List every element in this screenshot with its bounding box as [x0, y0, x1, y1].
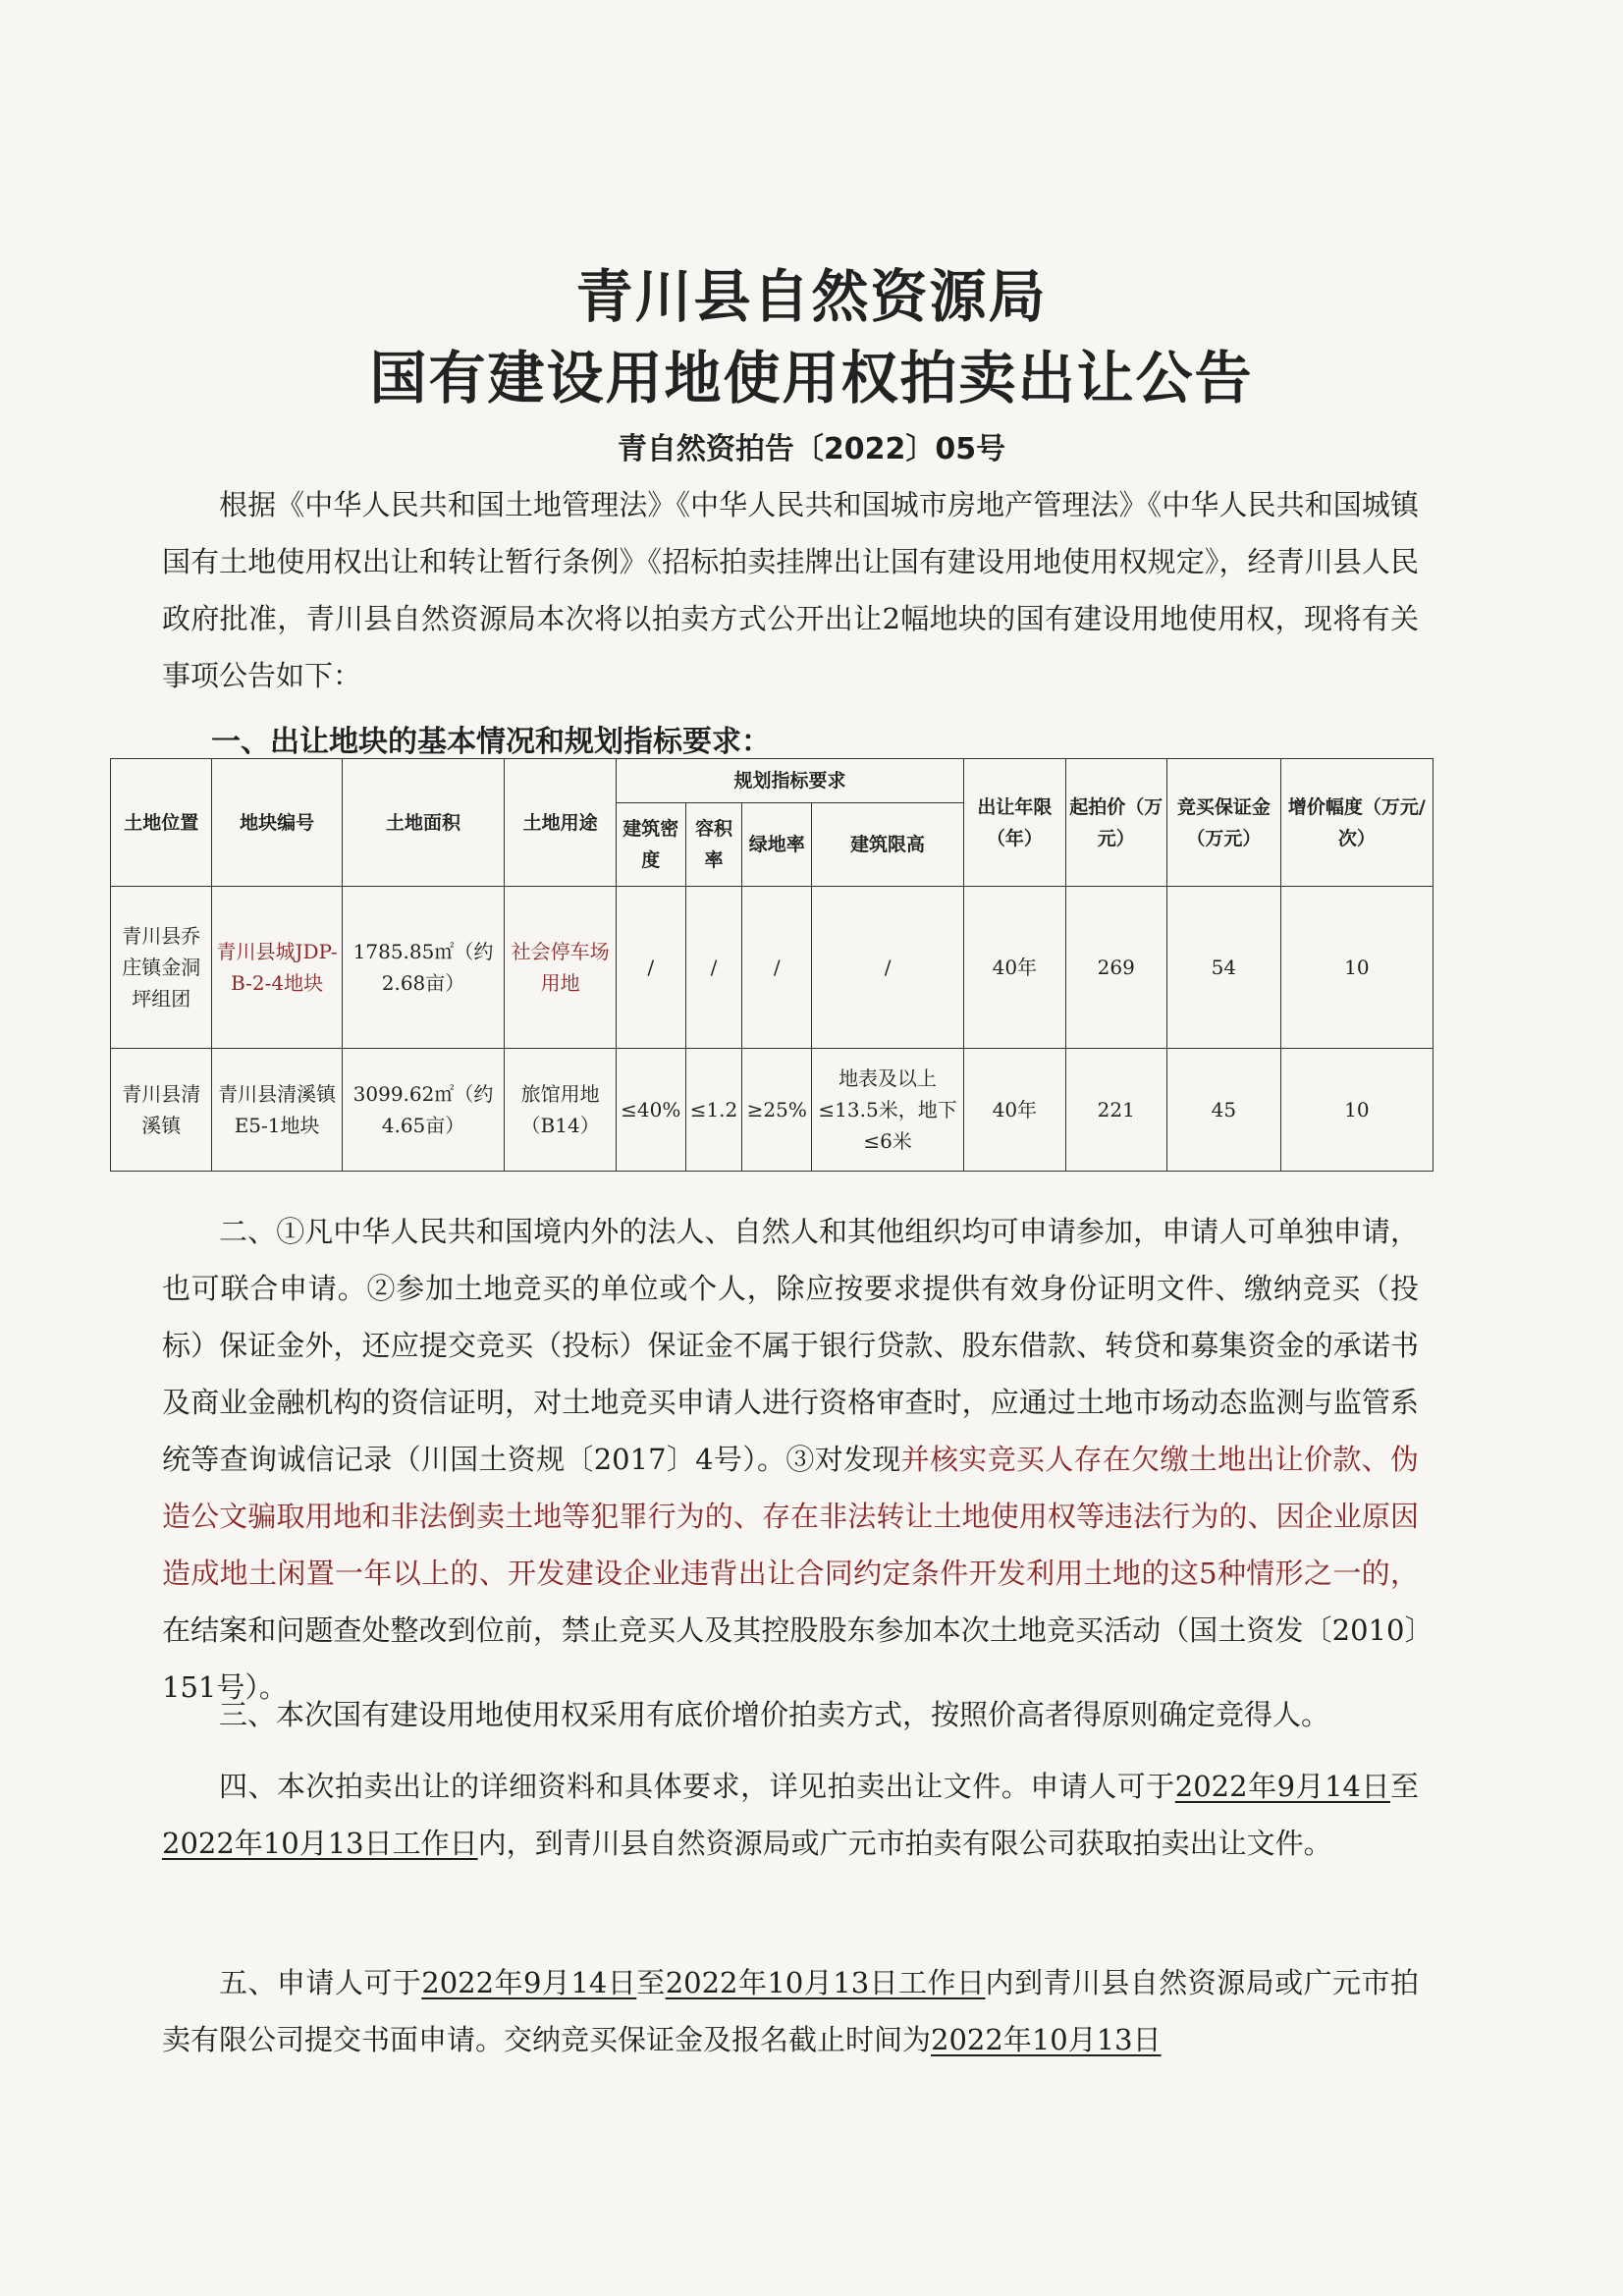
- cell-plot-no: 青川县清溪镇E5-1地块: [212, 1049, 342, 1172]
- cell-increment: 10: [1280, 1049, 1433, 1172]
- cell-green: ≥25%: [742, 1049, 812, 1172]
- cell-green: /: [742, 887, 812, 1049]
- cell-location: 青川县清溪镇: [111, 1049, 212, 1172]
- cell-area: 1785.85㎡（约2.68亩）: [342, 887, 504, 1049]
- section5-text-c: 内到青川县自然资源局或广元市拍卖有限公司提交书面申请。交纳竞买保证金及报名截止时间为: [162, 1966, 1419, 2056]
- header-deposit: 竞买保证金（万元）: [1166, 759, 1280, 887]
- cell-deposit: 45: [1166, 1049, 1280, 1172]
- section5-text-a: 五、申请人可于: [219, 1966, 422, 1999]
- cell-increment: 10: [1280, 887, 1433, 1049]
- section5-text-b: 至: [636, 1966, 666, 1999]
- section4-date-end: 2022年10月13日工作日: [162, 1827, 478, 1860]
- header-location: 土地位置: [111, 759, 212, 887]
- cell-start-price: 269: [1065, 887, 1166, 1049]
- section4-text-b: 至: [1389, 1770, 1419, 1803]
- header-term: 出让年限（年）: [964, 759, 1065, 887]
- cell-height: /: [812, 887, 964, 1049]
- header-start-price: 起拍价（万元）: [1065, 759, 1166, 887]
- cell-height: 地表及以上≤13.5米，地下≤6米: [812, 1049, 964, 1172]
- section1-heading: 一、出让地块的基本情况和规划指标要求：: [211, 725, 771, 759]
- cell-far: /: [685, 887, 742, 1049]
- section4-paragraph: [162, 1758, 1419, 1872]
- section4-date-start: 2022年9月14日: [1174, 1770, 1390, 1803]
- section2-text-c: 在结案和问题查处整改到位前，禁止竞买人及其控股股东参加本次土地竞买活动（国土资发〔2010〕151号）。: [162, 1613, 1419, 1704]
- cell-term: 40年: [964, 887, 1065, 1049]
- cell-far: ≤1.2: [685, 1049, 742, 1172]
- section4-text-a: 四、本次拍卖出让的详细资料和具体要求，详见拍卖出让文件。申请人可于: [219, 1770, 1175, 1803]
- table-row: [111, 1049, 1434, 1172]
- header-area: 土地面积: [342, 759, 504, 887]
- header-green: 绿地率: [742, 803, 812, 887]
- cell-term: 40年: [964, 1049, 1065, 1172]
- land-parcel-table: [110, 758, 1434, 1172]
- section5-date-start: 2022年9月14日: [421, 1966, 637, 1999]
- section3-paragraph: 三、本次国有建设用地使用权采用有底价增价拍卖方式，按照价高者得原则确定竞得人。: [219, 1698, 1330, 1731]
- header-plot-no: 地块编号: [212, 759, 342, 887]
- cell-use: 社会停车场用地: [505, 887, 617, 1049]
- cell-density: /: [617, 887, 686, 1049]
- cell-location: 青川县乔庄镇金洞坪组团: [111, 887, 212, 1049]
- header-height: 建筑限高: [812, 803, 964, 887]
- section2-text-a: 二、①凡中华人民共和国境内外的法人、自然人和其他组织均可申请参加，申请人可单独申请，也可联合申请。②参加土地竞买的单位或个人，除应按要求提供有效身份证明文件、缴纳竞买（投标）保证金外，还应提交竞买（投标）保证金不属于银行贷款、股东借款、转贷和募集资金的承诺书及商业金融机构的资信证明，对土地竞买申请人进行资格审查时，应通过土地市场动态监测与监管系统等查询诚信记录（川国土资规〔2017〕4号）。③对发现: [162, 1215, 1419, 1476]
- document-number: 青自然资拍告〔2022〕05号: [617, 432, 1006, 466]
- document-title-line1: 青川县自然资源局: [575, 263, 1048, 330]
- section5-deadline-date: 2022年10月13日: [931, 2023, 1162, 2056]
- cell-area: 3099.62㎡（约4.65亩）: [342, 1049, 504, 1172]
- cell-plot-no: 青川县城JDP-B-2-4地块: [212, 887, 342, 1049]
- header-increment: 增价幅度（万元/次）: [1280, 759, 1433, 887]
- section4-text-c: 内，到青川县自然资源局或广元市拍卖有限公司获取拍卖出让文件。: [477, 1827, 1332, 1860]
- header-density: 建筑密度: [617, 803, 686, 887]
- table-row: [111, 887, 1434, 1049]
- cell-deposit: 54: [1166, 887, 1280, 1049]
- document-title-line2: 国有建设用地使用权拍卖出让公告: [369, 345, 1254, 411]
- header-planning-group: 规划指标要求: [617, 759, 964, 803]
- section2-text-b: 并核实竞买人存在欠缴土地出让价款、伪造公文骗取用地和非法倒卖土地等犯罪行为的、存在非法转让土地使用权等违法行为的、因企业原因造成地土闲置一年以上的、开发建设企业违背出让合同约定条件开发利用土地的这5种情形之一的，: [162, 1443, 1419, 1590]
- header-use: 土地用途: [505, 759, 617, 887]
- cell-start-price: 221: [1065, 1049, 1166, 1172]
- intro-paragraph: 根据《中华人民共和国土地管理法》《中华人民共和国城市房地产管理法》《中华人民共和国城镇国有土地使用权出让和转让暂行条例》《招标拍卖挂牌出让国有建设用地使用权规定》，经青川县人民政府批准，青川县自然资源局本次将以拍卖方式公开出让2幅地块的国有建设用地使用权，现将有关事项公告如下：: [162, 488, 1419, 692]
- cell-use: 旅馆用地（B14）: [505, 1049, 617, 1172]
- section5-paragraph: [162, 1954, 1419, 2068]
- section5-date-end: 2022年10月13日工作日: [665, 1966, 986, 1999]
- header-far: 容积率: [685, 803, 742, 887]
- cell-density: ≤40%: [617, 1049, 686, 1172]
- section2-paragraph: [162, 1203, 1419, 1716]
